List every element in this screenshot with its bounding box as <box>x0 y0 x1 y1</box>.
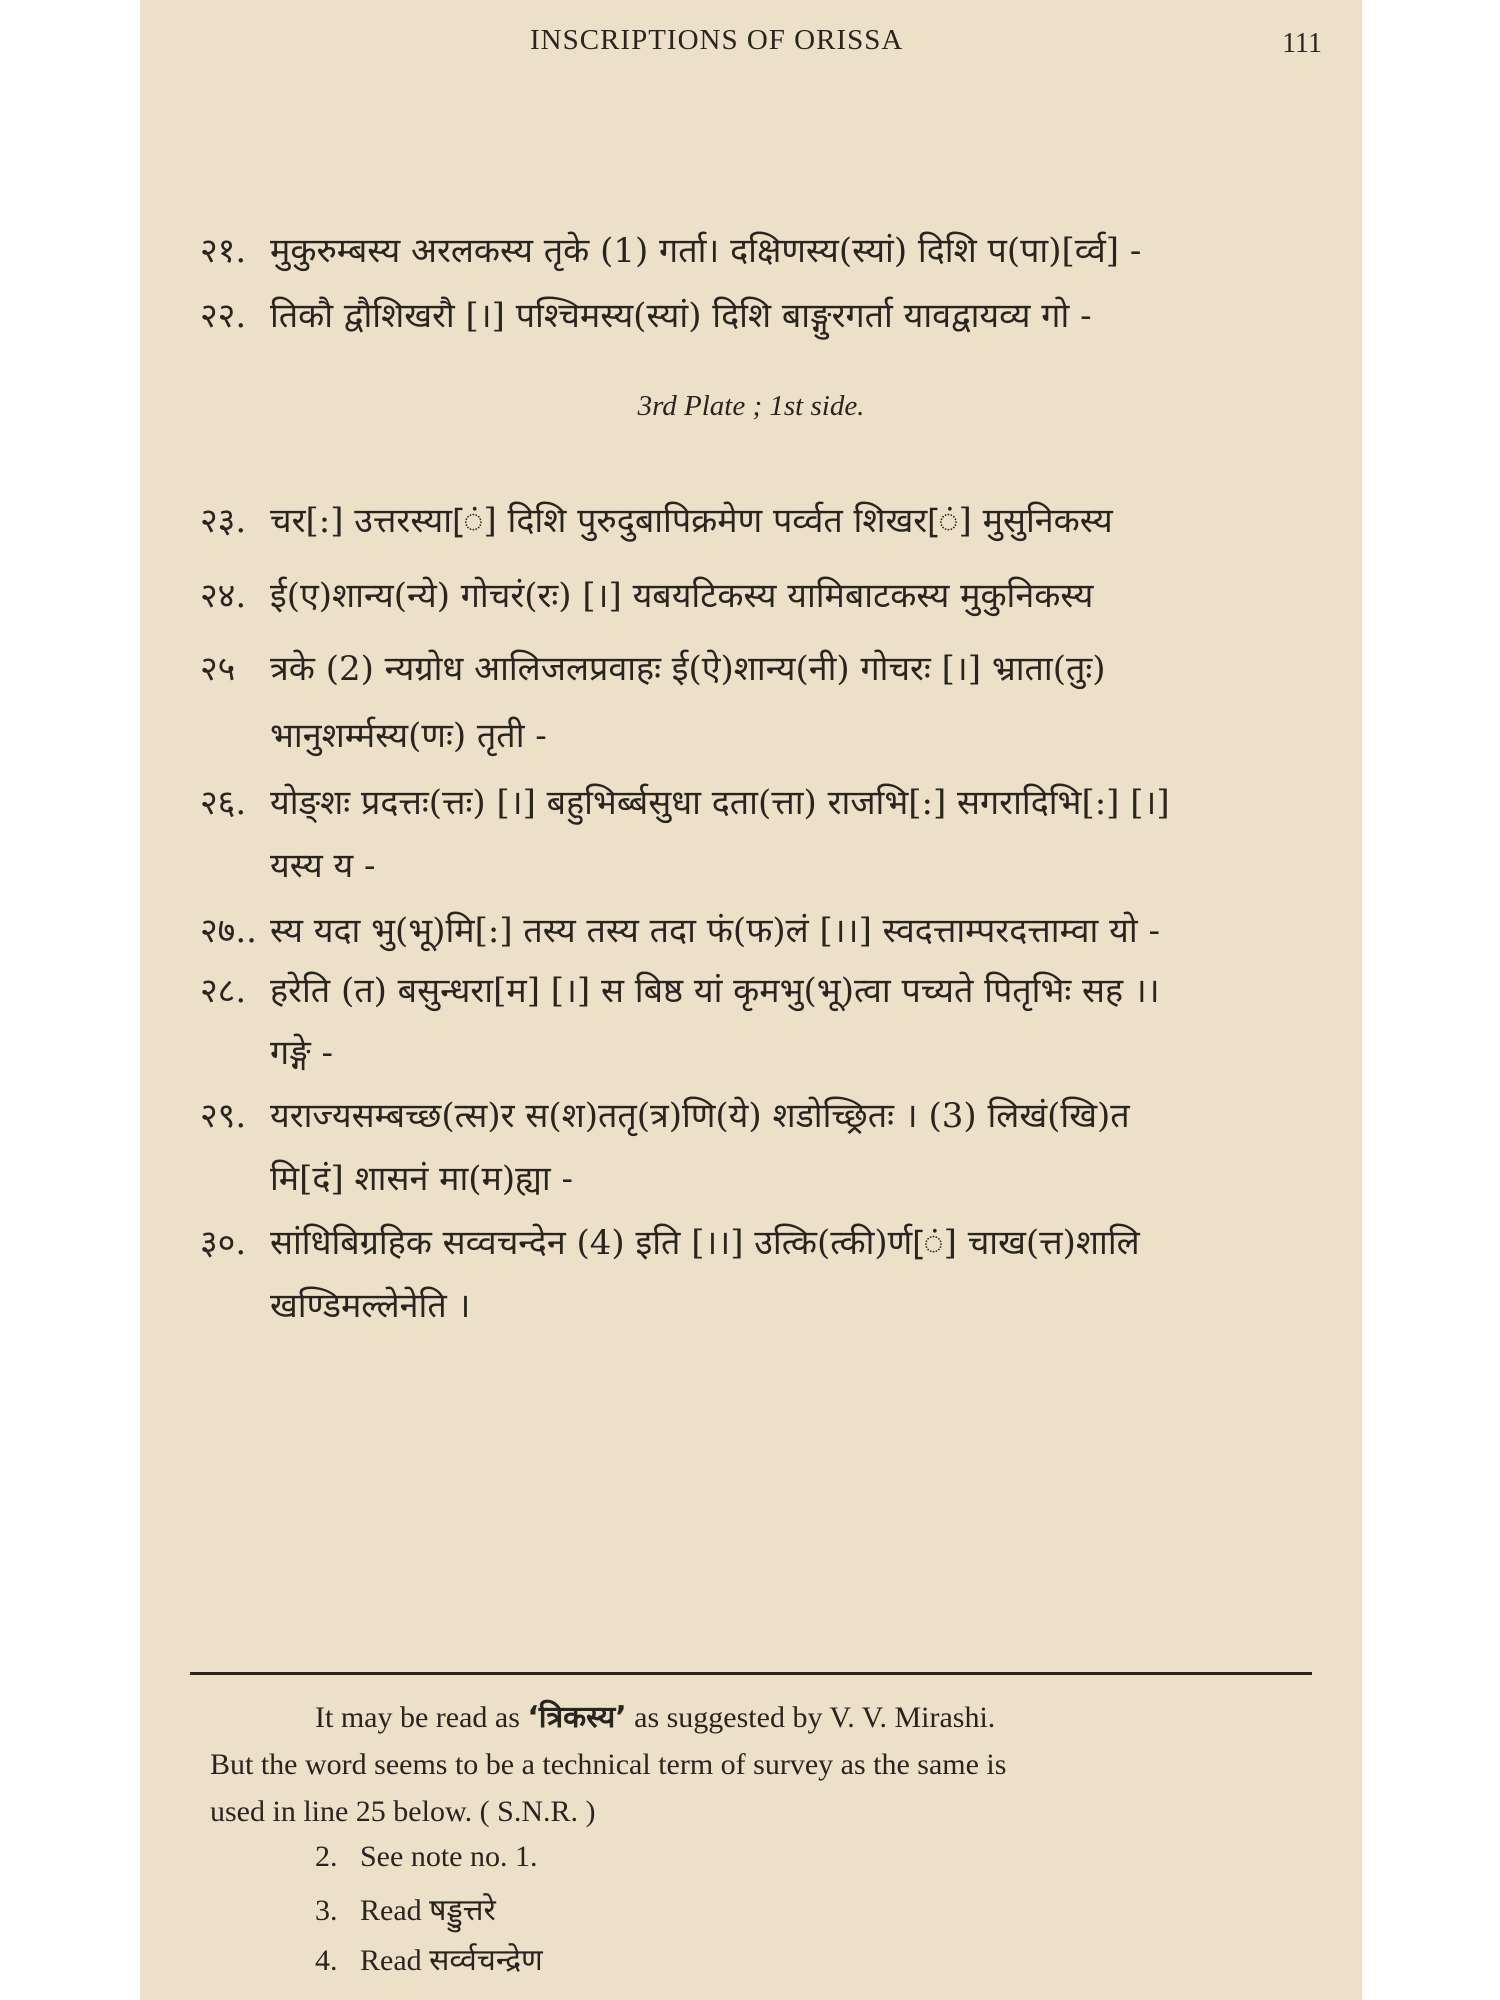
inscription-line-27 <box>200 900 1312 962</box>
footnote-2: 2. See note no. 1. <box>315 1840 538 1873</box>
line-number: २५ <box>200 649 236 689</box>
line-text: सांधिबिग्रहिक सव्वचन्देन (4) इति [।।] उत्कि(त्की)र्ण[ं] चाख(त्त)शालि <box>270 1223 1140 1263</box>
line-text: यराज्यसम्बच्छ(त्स)र स(श)ततृ(त्र)णि(ये) शडोच्छ्रितः । (3) लिखं(खि)त <box>270 1096 1130 1136</box>
inscription-line-21 <box>200 220 1312 282</box>
footnote-1-line-3: used in line 25 below. ( S.N.R. ) <box>210 1795 596 1828</box>
line-text: तिकौ द्वौशिखरौ [।] पश्चिमस्य(स्यां) दिशि बाङ्गुरगर्ता यावद्वायव्य गो - <box>270 296 1092 336</box>
running-title: INSCRIPTIONS OF ORISSA <box>530 24 904 56</box>
line-number: २३. <box>200 501 247 541</box>
inscription-line-26 <box>200 772 1312 834</box>
line-number: २४. <box>200 576 247 616</box>
inscription-line-28 <box>200 960 1312 1022</box>
inscription-line-25 <box>200 638 1312 700</box>
footnote-rule <box>190 1672 1312 1675</box>
line-number: २७.. <box>200 911 257 951</box>
inscription-line-29 <box>200 1085 1312 1147</box>
line-number: २१. <box>200 231 247 271</box>
inscription-line-29-continuation: मि[दं] शासनं मा(म)ह्या - <box>270 1159 573 1199</box>
inscription-line-23 <box>200 490 1312 552</box>
inscription-line-22 <box>200 285 1312 347</box>
page-number: 111 <box>1282 28 1322 59</box>
line-text: ई(ए)शान्य(न्ये) गोचरं(रः) [।] यबयटिकस्य यामिबाटकस्य मुकुनिकस्य <box>270 576 1094 616</box>
inscription-line-25-continuation: भानुशर्म्मस्य(णः) तृती - <box>270 716 547 756</box>
line-number: २८. <box>200 971 247 1011</box>
line-text: त्रके (2) न्यग्रोध आलिजलप्रवाहः ई(ऐ)शान्य(नी) गोचरः [।] भ्राता(तुः) <box>270 649 1106 689</box>
page-header <box>140 18 1362 68</box>
inscription-line-30-continuation: खण्डिमल्लेनेति । <box>270 1286 471 1326</box>
line-number: २९. <box>200 1096 247 1136</box>
line-text: मुकुरुम्बस्य अरलकस्य तृके (1) गर्ता। दक्षिणस्य(स्यां) दिशि प(पा)[र्व्व] - <box>270 231 1142 271</box>
book-page <box>140 0 1362 2000</box>
footnote-1-line-2: But the word seems to be a technical term of survey as the same is <box>210 1748 1007 1781</box>
footnote-1-line-1: It may be read as ‘त्रिकस्य’ as suggested by V. V. Mirashi. <box>315 1700 996 1735</box>
line-text: चर[:] उत्तरस्या[ं] दिशि पुरुदुबापिक्रमेण पर्व्वत शिखर[ं] मुसुनिकस्य <box>270 501 1113 541</box>
line-text: योङ्शः प्रदत्तः(त्तः) [।] बहुभिर्ब्बसुधा दता(त्ता) राजभि[:] सगरादिभि[:] [।] <box>270 783 1170 823</box>
line-number: ३०. <box>200 1223 247 1263</box>
inscription-line-26-continuation: यस्य य - <box>270 846 376 886</box>
plate-heading: 3rd Plate ; 1st side. <box>637 390 865 422</box>
footnote-3: 3. Read षड्डुत्तरे <box>315 1894 496 1927</box>
inscription-line-28-continuation: गङ्गे - <box>270 1033 333 1073</box>
line-text: हरेति (त) बसुन्धरा[म] [।] स बिष्ठ यां कृमभु(भू)त्वा पच्यते पितृभिः सह ।। <box>270 971 1160 1011</box>
line-number: २६. <box>200 783 247 823</box>
inscription-line-30 <box>200 1212 1312 1274</box>
inscription-line-24 <box>200 565 1312 627</box>
footnote-4: 4. Read सर्व्वचन्द्रेण <box>315 1944 543 1977</box>
line-number: २२. <box>200 296 247 336</box>
line-text: स्य यदा भु(भू)मि[:] तस्य तस्य तदा फं(फ)लं [।।] स्वदत्ताम्परदत्ताम्वा यो - <box>270 911 1160 951</box>
